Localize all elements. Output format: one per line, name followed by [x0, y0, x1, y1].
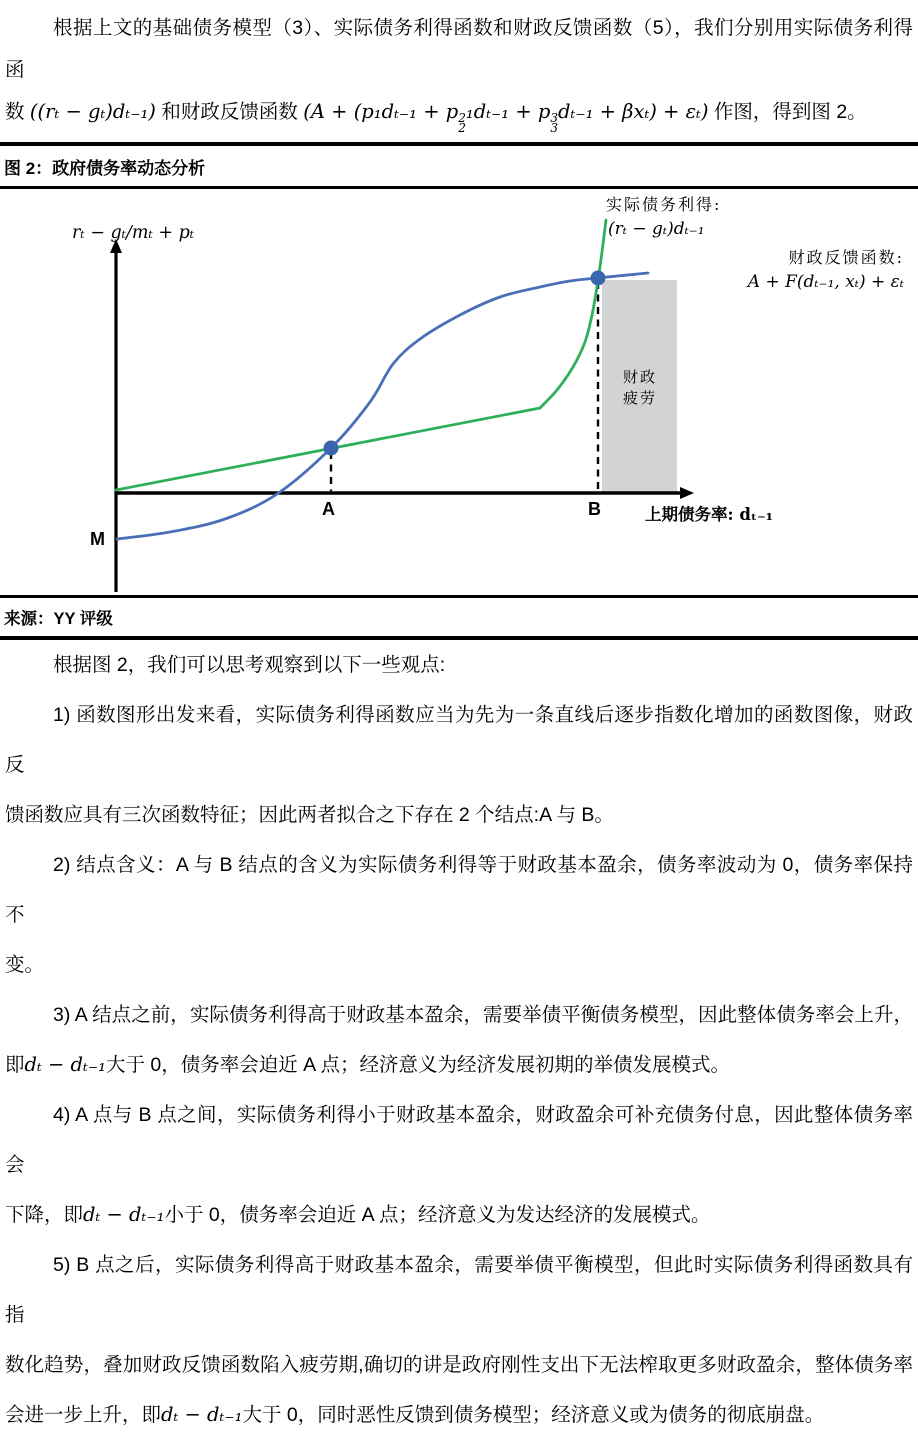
- figure-chart: [0, 189, 918, 595]
- inline-formula: dₜ₋₁ + βxₜ) + εₜ): [558, 100, 709, 123]
- green-series-label: [606, 193, 721, 241]
- text-line: [5, 1240, 913, 1340]
- text-line: [5, 7, 913, 91]
- text-line: [5, 1390, 913, 1440]
- inline-formula: dₜ − dₜ₋₁: [161, 1402, 243, 1426]
- inline-text: 3) A 结点之前，实际债务利得高于财政基本盈余，需要举债平衡债务模型，因此整体债务率会上升，: [53, 1003, 913, 1026]
- inline-text: 4) A 点与 B 点之间，实际债务利得小于财政基本盈余，财政盈余可补充债务付息，因此整体债务率会: [5, 1103, 913, 1176]
- intro-paragraph: [0, 0, 918, 134]
- green-series-name: 实际债务利得:: [606, 194, 722, 214]
- point-a-label: A: [322, 498, 335, 519]
- equilibrium-dot-a: [324, 440, 339, 455]
- inline-text: 数化趋势，叠加财政反馈函数陷入疲劳期,确切的讲是政府刚性支出下无法榨取更多财政盈余，整体债务率: [5, 1353, 913, 1376]
- inline-text: 5) B 点之后，实际债务利得高于财政基本盈余，需要举债平衡模型，但此时实际债务利得函数具有指: [5, 1253, 913, 1326]
- series-curve-财政反馈函数: [117, 273, 648, 539]
- series-curve-实际债务利得: [540, 220, 606, 408]
- text-line: [5, 790, 913, 840]
- x-axis-arrow-icon: [680, 487, 694, 499]
- inline-formula: (A + (p₁dₜ₋₁ + p: [303, 100, 459, 123]
- fatigue-label-line2: 疲劳: [622, 388, 657, 407]
- blue-series-formula: A + F(dₜ₋₁, xₜ) + εₜ: [747, 271, 904, 292]
- inline-text: 即: [5, 1053, 25, 1076]
- figure-source: 来源：YY 评级: [0, 595, 918, 640]
- inline-text: 会进一步上升，即: [5, 1403, 162, 1426]
- text-line: [5, 990, 913, 1040]
- x-axis-label: 上期债务率: dₜ₋₁: [645, 504, 773, 524]
- point-b-label: B: [588, 498, 601, 519]
- text-line: [5, 91, 913, 134]
- inline-text: 根据上文的基础债务模型（3）、实际债务利得函数和财政反馈函数（5），我们分别用实际债务利得函: [5, 17, 913, 81]
- inline-text: 1) 函数图形出发来看，实际债务利得函数应当为先为一条直线后逐步指数化增加的函数图像，财政反: [5, 703, 913, 776]
- inline-text: 变。: [5, 953, 45, 976]
- inline-text: 2) 结点含义：A 与 B 结点的含义为实际债务利得等于财政基本盈余，债务率波动为 0，债务率保持不: [5, 853, 913, 926]
- text-line: [5, 690, 913, 790]
- fatigue-label-line1: 财政: [622, 367, 657, 386]
- body-paragraphs: [0, 640, 918, 1440]
- inline-text: 馈函数应具有三次函数特征；因此两者拟合之下存在 2 个结点:A 与 B。: [5, 803, 614, 826]
- figure-title: 图 2：政府债务率动态分析: [0, 142, 918, 189]
- text-line: [5, 1340, 913, 1390]
- text-line: [5, 1090, 913, 1190]
- inline-formula: dₜ − dₜ₋₁: [24, 1052, 106, 1076]
- blue-series-name: 财政反馈函数:: [788, 247, 904, 267]
- inline-text: 下降，即: [5, 1203, 84, 1226]
- inline-formula: dₜ − dₜ₋₁: [83, 1202, 165, 1226]
- inline-text: 小于 0，债务率会迫近 A 点；经济意义为发达经济的发展模式。: [164, 1203, 711, 1226]
- y-axis-label: rₜ − gₜ/mₜ + pₜ: [72, 222, 195, 243]
- text-line: [5, 1040, 913, 1090]
- inline-formula: ((rₜ − gₜ)dₜ₋₁): [29, 100, 156, 123]
- inline-text: 数: [5, 101, 30, 123]
- text-line: [5, 640, 913, 690]
- inline-text: 大于 0，同时恶性反馈到债务模型；经济意义或为债务的彻底崩盘。: [242, 1403, 825, 1426]
- sup-sub-stack: 3 3: [550, 111, 559, 136]
- inline-text: 根据图 2，我们可以思考观察到以下一些观点:: [53, 653, 446, 676]
- figure-2: [0, 142, 918, 640]
- inline-text: 作图，得到图 2。: [708, 101, 867, 123]
- sup-sub-stack: 2 2: [458, 111, 466, 136]
- fatigue-region-label: [604, 367, 676, 409]
- text-line: [5, 940, 913, 990]
- text-line: [5, 840, 913, 940]
- inline-formula: ₁dₜ₋₁ + p: [465, 100, 551, 123]
- inline-text: 和财政反馈函数: [155, 101, 304, 123]
- origin-m-label: M: [90, 528, 105, 549]
- text-line: [5, 1190, 913, 1240]
- equilibrium-dot-b: [591, 270, 606, 285]
- blue-series-label: [748, 246, 904, 294]
- inline-text: 大于 0，债务率会迫近 A 点；经济意义为经济发展初期的举债发展模式。: [105, 1053, 730, 1076]
- green-series-formula: (rₜ − gₜ)dₜ₋₁: [608, 218, 705, 239]
